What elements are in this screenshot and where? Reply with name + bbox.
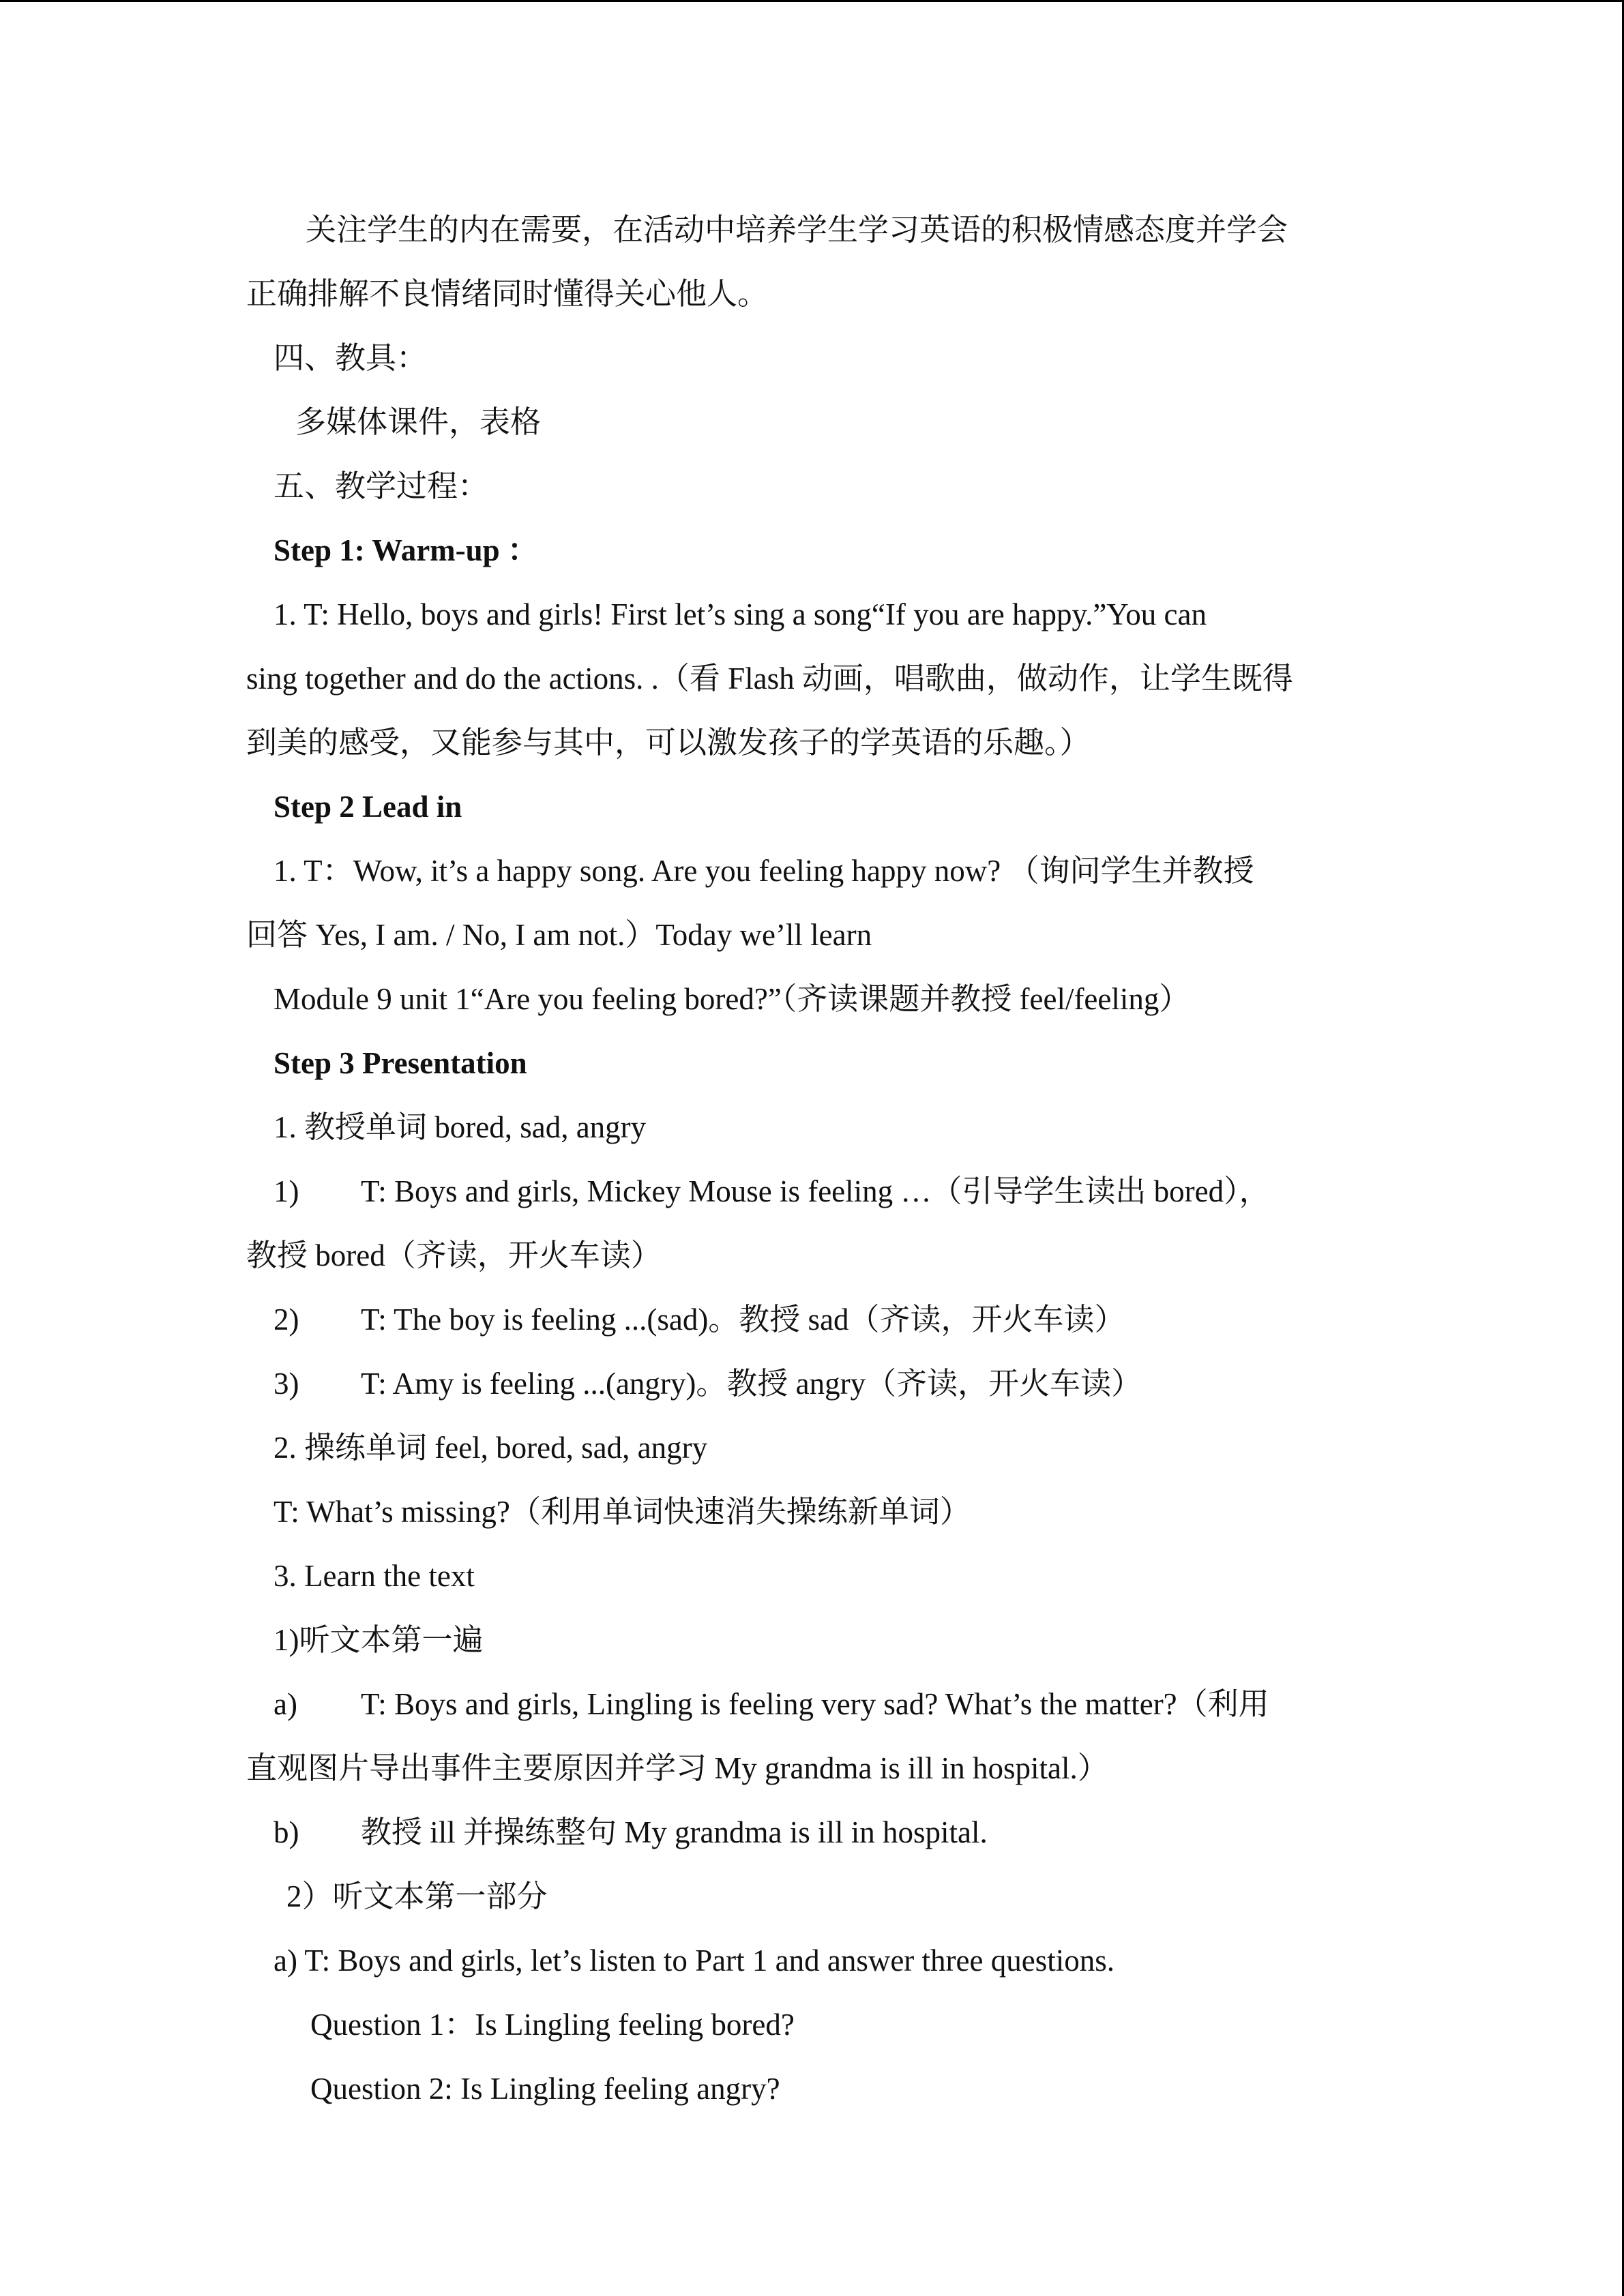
step1-line: sing together and do the actions. .（看 Flash 动画，唱歌曲，做动作，让学生既得 (246, 661, 1293, 696)
question-line: Question 2: Is Lingling feeling angry? (310, 2072, 780, 2106)
step3-item-detail: T: What’s missing?（利用单词快速消失操练新单词） (274, 1495, 971, 1529)
section-heading-teaching-aids: 四、教具： (274, 341, 428, 375)
sub-item (274, 1684, 1269, 1725)
sub-item-text: 教授 ill 并操练整句 My grandma is ill in hospital. (361, 1815, 988, 1849)
step1-line: 到美的感受，又能参与其中，可以激发孩子的学英语的乐趣。） (246, 726, 1091, 760)
sub-item-continuation: 直观图片导出事件主要原因并学习 My grandma is ill in hospital.） (246, 1751, 1108, 1785)
step3-heading: Step 3 Presentation (274, 1046, 527, 1080)
step2-heading: Step 2 Lead in (274, 790, 462, 824)
sub-item (274, 1299, 1125, 1340)
question-line: Question 1：Is Lingling feeling bored? (310, 2008, 795, 2042)
sub-item-text: T: Boys and girls, Mickey Mouse is feeling …（引导学生读出 bored）， (361, 1174, 1270, 1208)
section-heading-teaching-process: 五、教学过程： (274, 469, 489, 503)
sub-item-marker: a) (274, 1687, 297, 1721)
step2-line: 1. T：Wow, it’s a happy song. Are you feeling happy now? （询问学生并教授 (274, 854, 1254, 888)
paragraph-line: 关注学生的内在需要，在活动中培养学生学习英语的积极情感态度并学会 (306, 213, 1288, 247)
sub-item-marker: 3) (274, 1367, 299, 1401)
step3-item: 2. 操练单词 feel, bored, sad, angry (274, 1431, 708, 1465)
step3-item: 1. 教授单词 bored, sad, angry (274, 1110, 647, 1144)
sub-item (274, 1171, 1270, 1212)
sub-item-marker: 1) (274, 1174, 299, 1208)
sub-item-marker: 2) (274, 1302, 299, 1337)
step3-item: 3. Learn the text (274, 1559, 475, 1593)
sub-item (274, 1812, 988, 1853)
paragraph-line: 正确排解不良情绪同时懂得关心他人。 (246, 277, 769, 311)
listening-task: a) T: Boys and girls, let’s listen to Part 1 and answer three questions. (274, 1943, 1114, 1978)
step2-line: 回答 Yes, I am. / No, I am not.）Today we’ll learn (246, 918, 872, 952)
sub-item-continuation: 教授 bored（齐读，开火车读） (246, 1238, 662, 1272)
listening-step: 2）听文本第一部分 (286, 1879, 548, 1913)
sub-item-text: T: Boys and girls, Lingling is feeling very sad? What’s the matter?（利用 (361, 1687, 1269, 1721)
step2-line: Module 9 unit 1“Are you feeling bored?”（齐读课题并教授 feel/feeling） (274, 982, 1190, 1016)
sub-item-marker: b) (274, 1815, 299, 1849)
teaching-aids-item: 多媒体课件，表格 (295, 405, 542, 439)
step1-line: 1. T: Hello, boys and girls! First let’s sing a song“If you are happy.”You can (274, 597, 1207, 631)
step1-heading: Step 1: Warm-up ： (274, 533, 538, 567)
sub-item (274, 1363, 1142, 1404)
listening-step: 1)听文本第一遍 (274, 1623, 484, 1657)
sub-item-text: T: The boy is feeling ...(sad)。教授 sad（齐读，开火车读） (361, 1302, 1125, 1337)
sub-item-text: T: Amy is feeling ...(angry)。教授 angry（齐读，开火车读） (361, 1367, 1142, 1401)
